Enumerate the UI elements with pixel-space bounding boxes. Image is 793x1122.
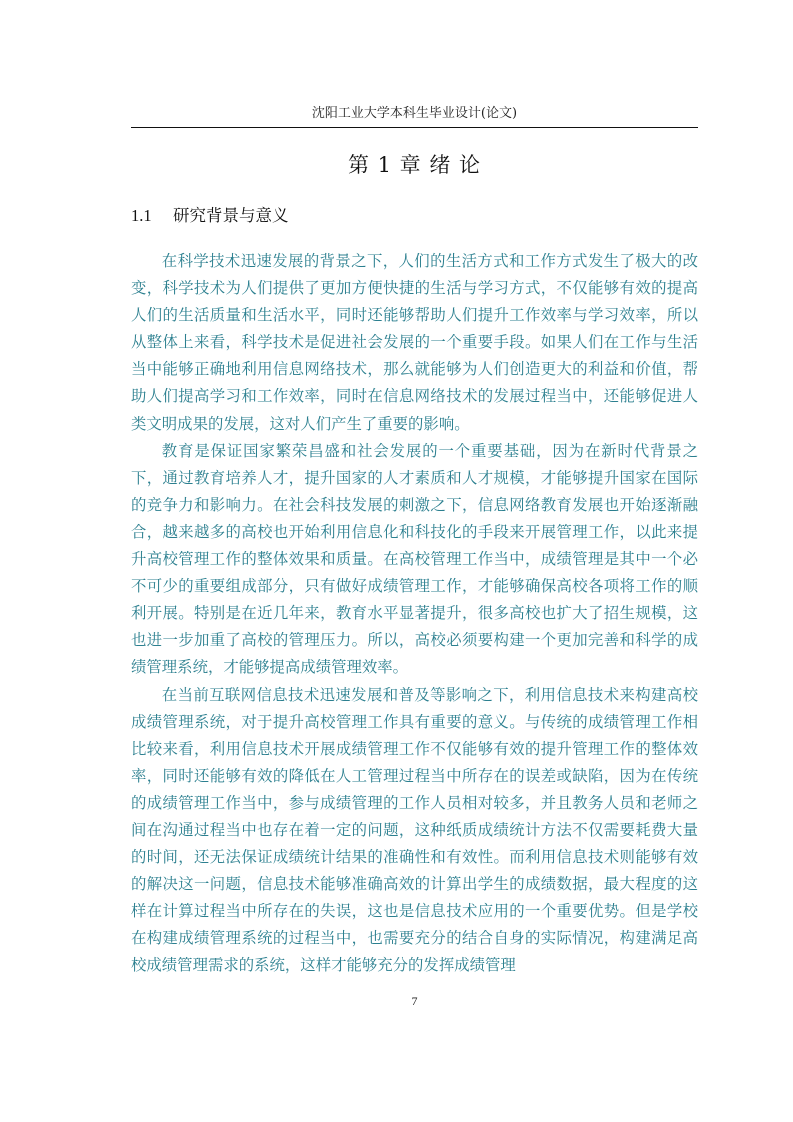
paragraph: 在当前互联网信息技术迅速发展和普及等影响之下，利用信息技术来构建高校成绩管理系统，对于提升高校管理工作具有重要的意义。与传统的成绩管理工作相比较来看，利用信息技术开展成绩管理工作不仅能够有效的提升管理工作的整体效率，同时还能够有效的降低在人工管理过程当中所存在的误差或缺陷，因为在传统的成绩管理工作当中，参与成绩管理的工作人员相对较多，并且教务人员和老师之间在沟通过程当中也存在着一定的问题，这种纸质成绩统计方法不仅需要耗费大量的时间，还无法保证成绩统计结果的准确性和有效性。而利用信息技术则能够有效的解决这一问题，信息技术能够准确高效的计算出学生的成绩数据，最大程度的这样在计算过程当中所存在的失误，这也是信息技术应用的一个重要优势。但是学校在构建成绩管理系统的过程当中，也需要充分的结合自身的实际情况，构建满足高校成绩管理需求的系统，这样才能够充分的发挥成绩管理: [131, 685, 698, 975]
paragraph: 在科学技术迅速发展的背景之下，人们的生活方式和工作方式发生了极大的改变，科学技术为人们提供了更加方便快捷的生活与学习方式，不仅能够有效的提高人们的生活质量和生活水平，同时还能够帮助人们提升工作效率与学习效率，所以从整体上来看，科学技术是促进社会发展的一个重要手段。如果人们在工作与生活当中能够正确地利用信息网络技术，那么就能够为人们创造更大的利益和价值，帮助人们提高学习和工作效率，同时在信息网络技术的发展过程当中，还能够促进人类文明成果的发展，这对人们产生了重要的影响。: [131, 252, 698, 433]
section-title: 研究背景与意义: [173, 206, 289, 225]
chapter-title: 第 1 章 绪 论: [347, 153, 482, 177]
paragraph: 教育是保证国家繁荣昌盛和社会发展的一个重要基础，因为在新时代背景之下，通过教育培养人才，提升国家的人才素质和人才规模，才能够提升国家在国际的竞争力和影响力。在社会科技发展的刺激之下，信息网络教育发展也开始逐渐融合，越来越多的高校也开始利用信息化和科技化的手段来开展管理工作，以此来提升高校管理工作的整体效果和质量。在高校管理工作当中，成绩管理是其中一个必不可少的重要组成部分，只有做好成绩管理工作，才能够确保高校各项将工作的顺利开展。特别是在近几年来，教育水平显著提升，很多高校也扩大了招生规模，这也进一步加重了高校的管理压力。所以，高校必须要构建一个更加完善和科学的成绩管理系统，才能够提高成绩管理效率。: [131, 441, 698, 677]
page-number: 7: [411, 994, 418, 1008]
body-text: [131, 248, 698, 980]
section-number: 1.1: [131, 206, 152, 225]
header-divider: [131, 127, 698, 128]
running-header: 沈阳工业大学本科生毕业设计(论文): [311, 106, 518, 121]
section-heading: [131, 203, 698, 229]
